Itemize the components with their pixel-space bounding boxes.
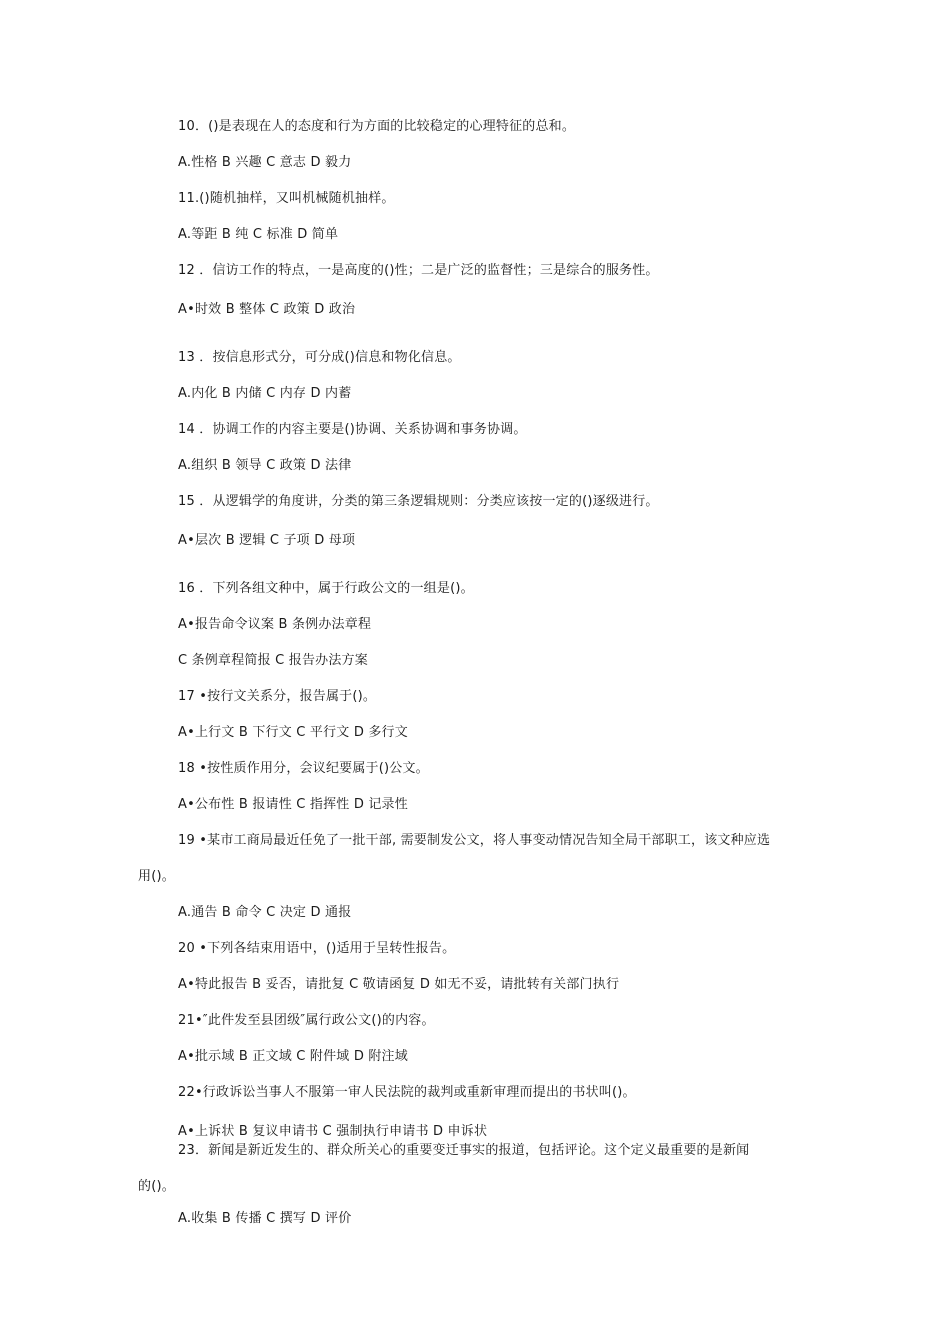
question-10: 10．()是表现在人的态度和行为方面的比较稳定的心理特征的总和。 [178, 119, 576, 134]
options-13: A.内化 B 内储 C 内存 D 内蓄 [178, 386, 352, 401]
question-18: 18 •按性质作用分，会议纪要属于()公文。 [178, 761, 429, 776]
options-16a: A•报告命令议案 B 条例办法章程 [178, 617, 372, 632]
question-13: 13 ．按信息形式分，可分成()信息和物化信息。 [178, 350, 461, 365]
options-15: A•层次 B 逻辑 C 子项 D 母项 [178, 533, 356, 548]
question-16: 16 ．下列各组文种中，属于行政公文的一组是()。 [178, 581, 474, 596]
question-14: 14 ．协调工作的内容主要是()协调、关系协调和事务协调。 [178, 422, 527, 437]
question-23-continuation: 的()。 [138, 1179, 175, 1194]
options-11: A.等距 B 纯 C 标准 D 简单 [178, 227, 339, 242]
options-10: A.性格 B 兴趣 C 意志 D 毅力 [178, 155, 352, 170]
options-22: A•上诉状 B 复议申请书 C 强制执行申请书 D 申诉状 [178, 1124, 488, 1139]
options-12: A•时效 B 整体 C 政策 D 政治 [178, 302, 356, 317]
question-23: 23．新闻是新近发生的、群众所关心的重要变迁事实的报道，包括评论。这个定义最重要的是新闻 [178, 1143, 750, 1158]
question-20: 20 •下列各结束用语中，()适用于呈转性报告。 [178, 941, 456, 956]
question-21: 21•″此件发至县团级″属行政公文()的内容。 [178, 1013, 435, 1028]
options-21: A•批示域 B 正文域 C 附件域 D 附注域 [178, 1049, 408, 1064]
options-18: A•公布性 B 报请性 C 指挥性 D 记录性 [178, 797, 408, 812]
question-11: 11.()随机抽样，又叫机械随机抽样。 [178, 191, 395, 206]
options-16b: C 条例章程简报 C 报告办法方案 [178, 653, 368, 668]
options-14: A.组织 B 领导 C 政策 D 法律 [178, 458, 352, 473]
question-12: 12 ．信访工作的特点，一是高度的()性；二是广泛的监督性；三是综合的服务性。 [178, 263, 659, 278]
question-22: 22•行政诉讼当事人不服第一审人民法院的裁判或重新审理而提出的书状叫()。 [178, 1085, 636, 1100]
question-15: 15 ．从逻辑学的角度讲，分类的第三条逻辑规则：分类应该按一定的()逐级进行。 [178, 494, 659, 509]
options-20: A•特此报告 B 妥否，请批复 C 敬请函复 D 如无不妥，请批转有关部门执行 [178, 977, 620, 992]
question-19-continuation: 用()。 [138, 869, 175, 884]
options-23: A.收集 B 传播 C 撰写 D 评价 [178, 1211, 352, 1226]
options-17: A•上行文 B 下行文 C 平行文 D 多行文 [178, 725, 408, 740]
question-19: 19 •某市工商局最近任免了一批干部, 需要制发公文，将人事变动情况告知全局干部职工，该文种应选 [178, 833, 771, 848]
question-17: 17 •按行文关系分，报告属于()。 [178, 689, 377, 704]
options-19: A.通告 B 命令 C 决定 D 通报 [178, 905, 352, 920]
